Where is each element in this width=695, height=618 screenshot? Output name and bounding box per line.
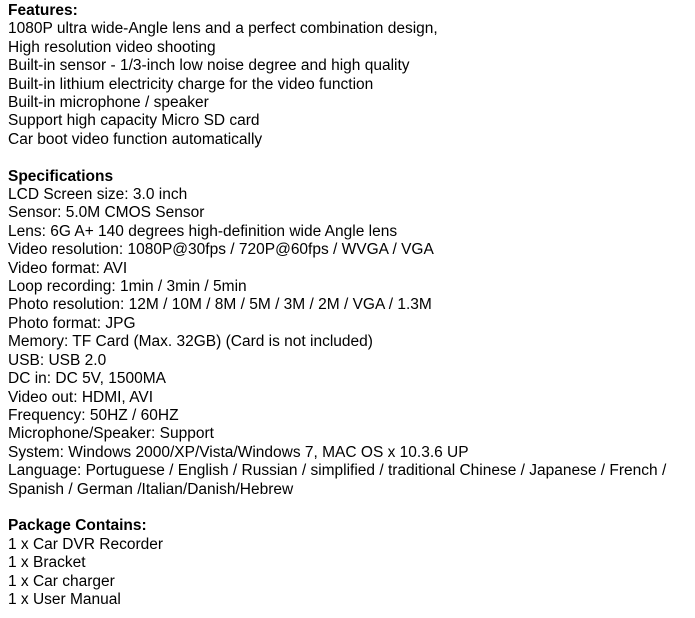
spec-item: Lens: 6G A+ 140 degrees high-definition wide Angle lens [8, 222, 398, 240]
package-item: 1 x Bracket [8, 554, 86, 572]
specifications-heading: Specifications [8, 167, 114, 185]
spec-item: Sensor: 5.0M CMOS Sensor [8, 204, 205, 222]
feature-item: Built-in lithium electricity charge for the video function [8, 75, 374, 93]
spec-item: LCD Screen size: 3.0 inch [8, 186, 188, 204]
product-description [8, 2, 692, 609]
features-heading: Features: [8, 2, 78, 19]
spec-item: Photo format: JPG [8, 314, 136, 332]
feature-item: 1080P ultra wide-Angle lens and a perfect combination design, [8, 20, 438, 38]
package-item: 1 x Car charger [8, 572, 115, 590]
spec-item: Spanish / German /Italian/Danish/Hebrew [8, 480, 294, 498]
spec-item: Language: Portuguese / English / Russian / simplified / traditional Chinese / Japanese / French / [8, 462, 667, 480]
spec-item: Video out: HDMI, AVI [8, 388, 154, 406]
feature-item: Support high capacity Micro SD card [8, 112, 260, 130]
spec-item: Memory: TF Card (Max. 32GB) (Card is not included) [8, 333, 373, 351]
spec-item: Video resolution: 1080P@30fps / 720P@60fps / WVGA / VGA [8, 241, 434, 259]
spec-item: Frequency: 50HZ / 60HZ [8, 406, 179, 424]
spec-item: Microphone/Speaker: Support [8, 425, 214, 443]
spec-item: DC in: DC 5V, 1500MA [8, 370, 166, 388]
spec-item: USB: USB 2.0 [8, 351, 107, 369]
package-item: 1 x User Manual [8, 590, 121, 608]
spec-item: Loop recording: 1min / 3min / 5min [8, 278, 247, 296]
specifications-section [8, 168, 692, 499]
feature-item: High resolution video shooting [8, 38, 216, 56]
feature-item: Built-in sensor - 1/3-inch low noise degree and high quality [8, 57, 410, 75]
package-section [8, 517, 692, 609]
package-heading: Package Contains: [8, 517, 147, 535]
feature-item: Built-in microphone / speaker [8, 94, 209, 112]
spec-item: Video format: AVI [8, 259, 128, 277]
features-section [8, 2, 692, 149]
spec-item: System: Windows 2000/XP/Vista/Windows 7, MAC OS x 10.3.6 UP [8, 443, 469, 461]
spec-item: Photo resolution: 12M / 10M / 8M / 5M / 3M / 2M / VGA / 1.3M [8, 296, 432, 314]
package-item: 1 x Car DVR Recorder [8, 535, 164, 553]
feature-item: Car boot video function automatically [8, 130, 263, 148]
